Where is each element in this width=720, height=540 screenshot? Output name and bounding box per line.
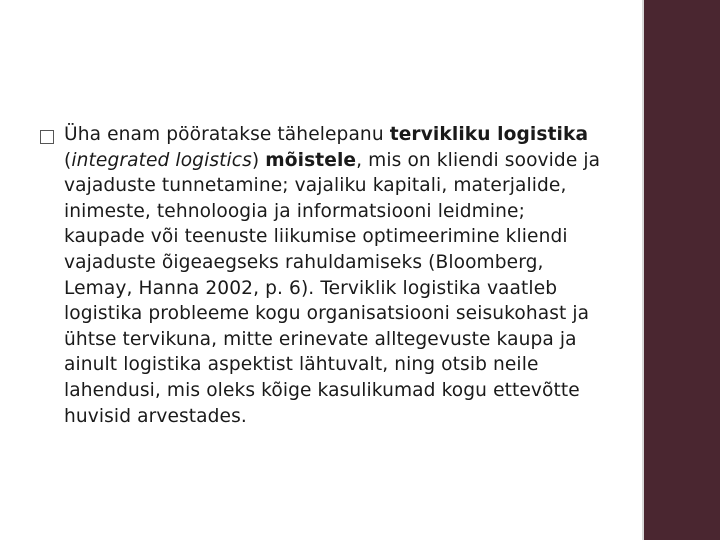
bold-term-concept: mõistele — [265, 149, 357, 171]
decorative-side-panel — [642, 0, 720, 540]
italic-term-english: integrated logistics — [71, 149, 252, 171]
bold-term-integrated-logistics: tervikliku logistika — [389, 124, 589, 145]
content-area — [40, 122, 620, 429]
square-bullet-icon — [40, 130, 54, 144]
paragraph-text-3: ) — [251, 149, 266, 171]
paragraph-text-4: , mis on kliendi soovide ja vajaduste tunnetamine; vajaliku kapitali, materjalide, inimeste, tehnoloogia ja informatsiooni leidmine; kaupade või teenuste liikumise optimeerimine kliendi vajaduste õigeaegseks rahuldamiseks (Bloomberg, Lemay, Hanna 2002, p. 6). Terviklik logistika vaatleb logistika probleeme kogu organisatsiooni seisukohast ja ühtse tervikuna, mitte erinevate alltegevuste kaupa ja ainult logistika aspektist lähtuvalt, ning otsib neile lahendusi, mis oleks kõige kasulikumad kogu ettevõtte huvisid arvestades. — [64, 149, 601, 427]
paragraph-text-2: ( — [64, 149, 72, 171]
bullet-item — [40, 122, 620, 429]
bullet-paragraph — [64, 122, 609, 429]
paragraph-text-1: Üha enam pööratakse tähelepanu — [64, 124, 390, 145]
